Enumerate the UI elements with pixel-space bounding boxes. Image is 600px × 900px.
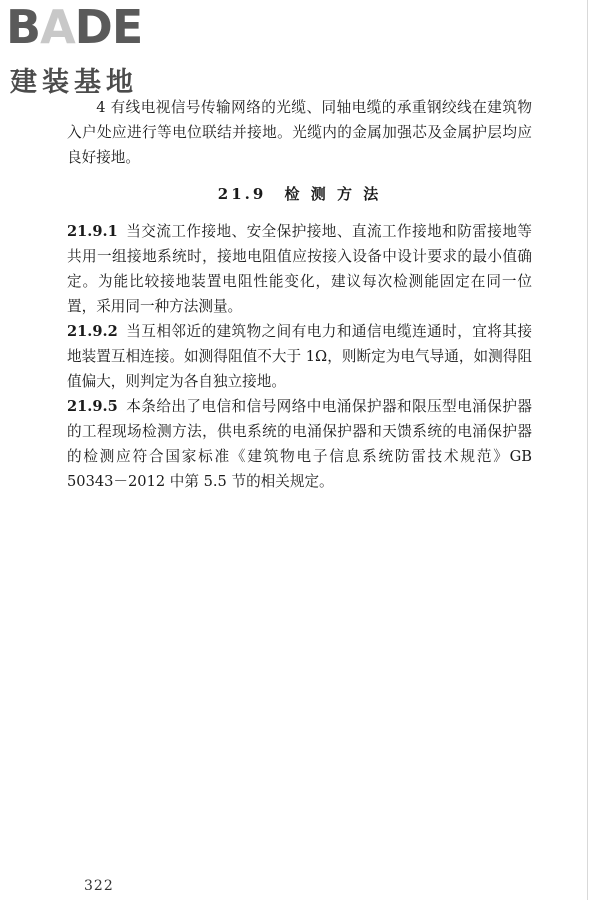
page-edge-line — [587, 0, 588, 900]
intro-item-paragraph: 4 有线电视信号传输网络的光缆、同轴电缆的承重钢绞线在建筑物入户处应进行等电位联结并接地。光缆内的金属加强芯及金属护层均应良好接地。 — [67, 99, 532, 166]
bade-watermark-logo — [6, 0, 181, 98]
clause-text: 本条给出了电信和信号网络中电涌保护器和限压型电涌保护器的工程现场检测方法，供电系统的电涌保护器和天馈系统的电涌保护器的检测应符合国家标准《建筑物电子信息系统防雷技术规范》GB 50343－2012 中第 5.5 节的相关规定。 — [67, 398, 532, 490]
clause-text: 当互相邻近的建筑物之间有电力和通信电缆连通时，宜将其接地装置互相连接。如测得阻值不大于 1Ω，则断定为电气导通，如测得阻值偏大，则判定为各自独立接地。 — [67, 323, 532, 390]
watermark-subtitle: 建装基地 — [10, 67, 138, 98]
section-number: 21.9 — [217, 185, 267, 203]
watermark-logo-text: BADE — [6, 0, 143, 54]
clause-number: 21.9.2 — [67, 323, 118, 340]
clause-paragraph — [67, 394, 532, 494]
clause-paragraph — [67, 219, 532, 319]
clause-number: 21.9.5 — [67, 398, 118, 415]
clause-paragraph — [67, 319, 532, 394]
page-number: 322 — [84, 878, 114, 894]
section-title: 检 测 方 法 — [284, 185, 382, 203]
clause-number: 21.9.1 — [67, 223, 118, 240]
clause-text: 当交流工作接地、安全保护接地、直流工作接地和防雷接地等共用一组接地系统时，接地电阻值应按接入设备中设计要求的最小值确定。为能比较接地装置电阻性能变化，建议每次检测能固定在同一位置，采用同一种方法测量。 — [67, 223, 532, 315]
document-body — [67, 95, 532, 494]
section-heading — [67, 182, 532, 207]
